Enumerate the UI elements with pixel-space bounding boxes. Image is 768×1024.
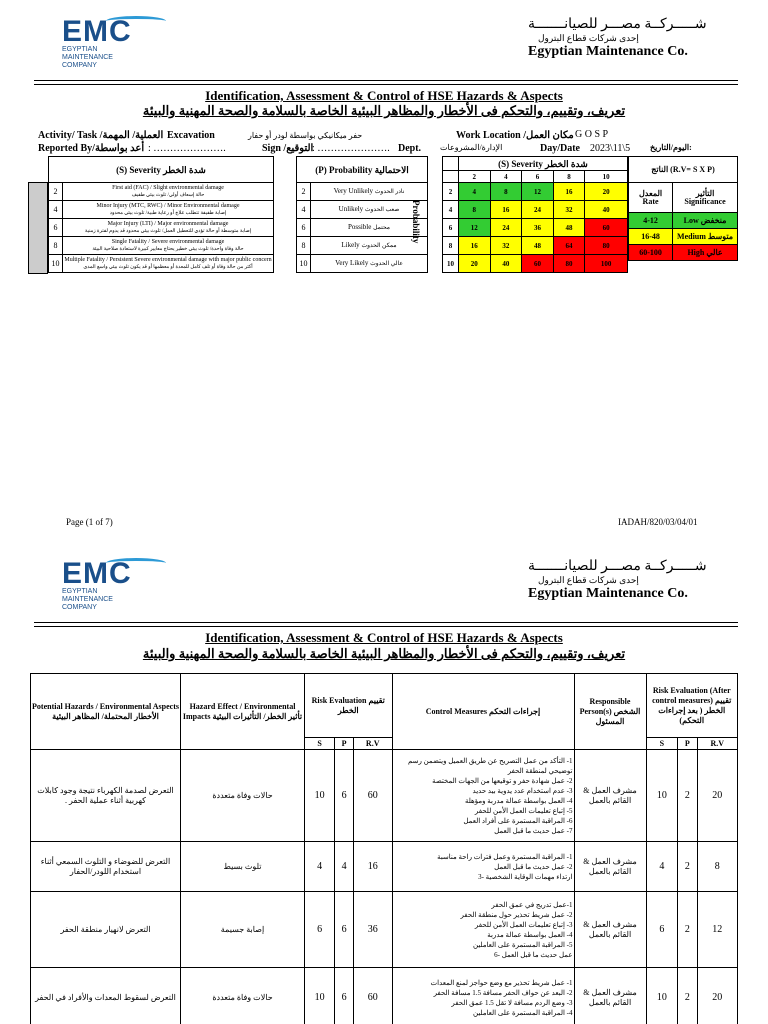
hazard-table: Potential Hazards / Environmental Aspects الأخطار المحتملة/ المظاهر البيئية Hazard Effect / Environmental Impacts تأثير الخطر/ التأثيرات البيئية Risk Evaluation تقييم الخطر Control Measures إجراءات التحكم Responsible Person(s) الشخص المسئول Risk Evaluation (After control measures) تقييم الخطر ( بعد إجراءات التحكم) S P R.V S P R.V التعرض لصدمة الكهرباء نتيجة وجود كابلات كهربية أثناء عملية الحفر . حالات وفاة متعددة 10 6 60 1- التأكد من عمل التصريح عن طريق العميل ويتضمن رسم توضيحي لمنطقة الحفر 2- عمل شهادة حفر و توقيعها من الجهات المختصة 3- عدم استخدام عدد يدوية بيد حديد 4- العمل بواسطة عمالة مدربة ومؤهلة 5- إتباع تعليمات العمل الأمن للحفر 6- المراقبة المستمرة على أفراد العمل 7- عمل حديث ما قبل العمل مشرف العمل & القائم بالعمل 10 2 20 التعرض للضوضاء و التلوث السمعي أثناء استخدام اللودر/الحفار تلوث بسيط 4 4 16 1- المراقبة المستمرة وعمل فترات راحة مناسبة 2- عمل حديث ما قبل العمل ارتداء مهمات الوقاية الشخصية -3 مشرف العمل & القائم بالعمل 4 2 8 التعرض لانهيار منطقة الحفر إصابة جسيمة 6 6 36 1-عمل تدريج في عمق الحفر 2- عمل شريط تحذير حول منطقة الحفر 3- إتباع تعليمات العمل الأمن للحفر 4- العمل بواسطة عمالة مدربة 5- المراقبة المستمرة على العاملين عمل حديث ما قبل العمل -6 مشرف العمل & القائم بالعمل 6 2 12 التعرض لسقوط المعدات والأفراد في الحفر حالات وفاة متعددة 10 6 60 1- عمل شريط تحذير مع وضع حواجز لمنع المعدات 2- البعد عن حواف الحفر مسافة 1.5 مسافة الحفر 3- وضع الردم مسافة لا تقل 1.5 عمق الحفر 4- المراقبة المستمرة على العاملين مشرف العمل & القائم بالعمل 10 2 20 [30,673,738,1024]
matrix-cell: 40 [490,255,522,273]
probability-row: 2 Very Unlikely نادر الحدوث [297,183,428,201]
page-number: Page (1 of 7) [66,517,113,527]
company-name-block-2: شـــــركــة مصـــر للصيانـــــــة إحدى شركات قطاع البترول Egyptian Maintenance Co. [528,559,707,601]
matrix-cell: 36 [522,219,554,237]
matrix-cell: 80 [585,237,628,255]
control-measure: 2- عمل شهادة حفر و توقيعها من الجهات المختصة [432,776,573,785]
severity-table: (S) Severity شدة الخطر 2 First aid (FAC) / Slight environmental damage حالة إسعاف أولي/ تلوث بيئي طفيف 4 Minor Injury (MTC, RWC) / Minor Environmental damage إصابة طفيفة تتطلب علاج أو رعاية طبية/ تلوث بيئي محدود 6 Major Injury (LTI) / Major environmental damage إصابة متوسطة أو حالة تؤدي للتعطيل العمل/ تلوث بيئي محدود قد يدوم لفترة زمنية 8 Single Fatality / Severe environmental damage حالة وفاة واحدة/ تلوث بيئي خطير يحتاج معايير كبيرة لاستعادة صلاحية البيئة 10 Multiple Fatality / Persistent Severe environmental damage with major public concern أكثر من حالة وفاة أو تلف كامل للمعدة أو معظمها أو قد يكون تلوث بيئي واسع المدى [48,156,274,273]
hazard-row: التعرض لصدمة الكهرباء نتيجة وجود كابلات كهربية أثناء عملية الحفر . حالات وفاة متعددة 10 6 60 1- التأكد من عمل التصريح عن طريق العميل ويتضمن رسم توضيحي لمنطقة الحفر 2- عمل شهادة حفر و توقيعها من الجهات المختصة 3- عدم استخدام عدد يدوية بيد حديد 4- العمل بواسطة عمالة مدربة ومؤهلة 5- إتباع تعليمات العمل الأمن للحفر 6- المراقبة المستمرة على أفراد العمل 7- عمل حديث ما قبل العمل مشرف العمل & القائم بالعمل 10 2 20 [31,750,738,842]
control-measure: 3- إتباع تعليمات العمل الأمن للحفر [474,920,573,929]
company-name-en: Egyptian Maintenance Co. [528,44,688,59]
matrix-col-header: 4 [490,171,522,183]
severity-side-bar [28,182,48,274]
matrix-col-header: 8 [553,171,585,183]
matrix-row: 8 16 32 48 64 80 [443,237,628,255]
risk-matrix: (S) Severity شدة الخطر 2 4 6 8 10 2 4 8 12 16 20 4 8 16 24 32 40 6 12 24 36 48 60 8 16 32 48 64 80 10 20 40 60 80 100 [442,156,628,273]
matrix-cell: 64 [553,237,585,255]
control-measure: 3- وضع الردم مسافة لا تقل 1.5 عمق الحفر [451,998,573,1007]
doc-code: IADAH/820/03/04/01 [618,517,698,527]
page-title-en-2: Identification, Assessment & Control of HSE Hazards & Aspects [205,630,563,645]
matrix-row: 10 20 40 60 80 100 [443,255,628,273]
matrix-row: 4 8 16 24 32 40 [443,201,628,219]
probability-table: (P) Probability الاحتمالية 2 Very Unlikely نادر الحدوث 4 Unlikely صعب الحدوث 6 Possible محتمل 8 Likely ممكن الحدوث 10 Very Likely عالي الحدوث [296,156,428,273]
dept-label: Dept. [398,143,422,154]
probability-row: 6 Possible محتمل [297,219,428,237]
matrix-cell: 32 [553,201,585,219]
matrix-cell: 60 [522,255,554,273]
matrix-cell: 100 [585,255,628,273]
hazard-row: التعرض للضوضاء و التلوث السمعي أثناء استخدام اللودر/الحفار تلوث بسيط 4 4 16 1- المراقبة المستمرة وعمل فترات راحة مناسبة 2- عمل حديث ما قبل العمل ارتداء مهمات الوقاية الشخصية -3 مشرف العمل & القائم بالعمل 4 2 8 [31,842,738,892]
severity-row: 8 Single Fatality / Severe environmental damage حالة وفاة واحدة/ تلوث بيئي خطير يحتاج معايير كبيرة لاستعادة صلاحية البيئة [49,237,274,255]
page-title-en: Identification, Assessment & Control of HSE Hazards & Aspects [205,88,563,103]
control-measure: 5- إتباع تعليمات العمل الأمن للحفر [474,806,573,815]
company-sub-ar: إحدى شركات قطاع البترول [538,33,639,43]
probability-side-label: Probability [411,200,421,244]
matrix-cell: 48 [553,219,585,237]
activity-label: Activity/ Task /العملية/ المهمة [38,130,164,141]
matrix-cell: 8 [459,201,491,219]
control-measure: 1- عمل شريط تحذير مع وضع حواجز لمنع المعدات [430,978,573,987]
matrix-cell: 24 [490,219,522,237]
control-measure: 4- المراقبة المستمرة على العاملين [473,1008,573,1017]
severity-row: 6 Major Injury (LTI) / Major environmental damage إصابة متوسطة أو حالة تؤدي للتعطيل العمل/ تلوث بيئي محدود قد يدوم لفترة زمنية [49,219,274,237]
control-measure: 7- عمل حديث ما قبل العمل [494,826,573,835]
result-row: 60-100 High عالي [629,245,738,261]
logo-text: EMC [62,15,132,48]
matrix-row: 6 12 24 36 48 60 [443,219,628,237]
control-measure: 4- العمل بواسطة عمالة مدربة [487,930,573,939]
matrix-cell: 12 [459,219,491,237]
hazard-row: التعرض لانهيار منطقة الحفر إصابة جسيمة 6 6 36 1-عمل تدريج في عمق الحفر 2- عمل شريط تحذير حول منطقة الحفر 3- إتباع تعليمات العمل الأمن للحفر 4- العمل بواسطة عمالة مدربة 5- المراقبة المستمرة على العاملين عمل حديث ما قبل العمل -6 مشرف العمل & القائم بالعمل 6 2 12 [31,892,738,968]
control-measure: 1- المراقبة المستمرة وعمل فترات راحة مناسبة [437,852,573,861]
matrix-cell: 20 [459,255,491,273]
page-title-ar-2: تعريف، وتقييم، والتحكم فى الأخطار والمظاهر البيئية الخاصة بالسلامة والصحة المهنية والبيئة [142,646,626,661]
control-measure: 4- العمل بواسطة عمالة مدربة ومؤهلة [464,796,573,805]
severity-row: 10 Multiple Fatality / Persistent Severe environmental damage with major public concern أكثر من حالة وفاة أو تلف كامل للمعدة أو معظمها أو قد يكون تلوث بيئي واسع المدى [49,255,274,273]
probability-row: 4 Unlikely صعب الحدوث [297,201,428,219]
matrix-cell: 16 [553,183,585,201]
matrix-cell: 40 [585,201,628,219]
date-label: Day/Date [540,143,580,154]
matrix-cell: 80 [553,255,585,273]
control-measure: 1- التأكد من عمل التصريح عن طريق العميل ويتضمن رسم توضيحي لمنطقة الحفر [407,756,573,775]
result-table: الناتج (R.V= S X P) المعدل Rate التأثير Significance 4-12 Low منخفض 16-48 Medium متوسط 60-100 High عالي [628,156,738,261]
severity-row: 4 Minor Injury (MTC, RWC) / Minor Environmental damage إصابة طفيفة تتطلب علاج أو رعاية طبية/ تلوث بيئي محدود [49,201,274,219]
matrix-cell: 12 [522,183,554,201]
control-measure: ارتداء مهمات الوقاية الشخصية -3 [478,872,573,881]
result-row: 4-12 Low منخفض [629,213,738,229]
wave-icon [106,558,166,568]
control-measure: 2- البعد عن حواف الحفر مسافة 1.5 مسافة الحفر [433,988,573,997]
sign-label: Sign /التوقيع [262,143,314,154]
result-row: 16-48 Medium متوسط [629,229,738,245]
control-measure: 3- عدم استخدام عدد يدوية بيد حديد [472,786,573,795]
dept-ar: الإدارة/المشروعات [440,143,503,152]
matrix-col-header: 2 [459,171,491,183]
matrix-cell: 16 [459,237,491,255]
matrix-cell: 24 [522,201,554,219]
reported-by-value: : …………………. [148,143,226,154]
company-name-block [528,16,738,60]
company-logo: EMC EGYPTIAN MAINTENANCE COMPANY [62,18,132,70]
control-measure: 2- عمل حديث ما قبل العمل [494,862,573,871]
hazard-row: التعرض لسقوط المعدات والأفراد في الحفر حالات وفاة متعددة 10 6 60 1- عمل شريط تحذير مع وضع حواجز لمنع المعدات 2- البعد عن حواف الحفر مسافة 1.5 مسافة الحفر 3- وضع الردم مسافة لا تقل 1.5 عمق الحفر 4- المراقبة المستمرة على العاملين مشرف العمل & القائم بالعمل 10 2 20 [31,968,738,1024]
page-title-ar: تعريف، وتقييم، والتحكم فى الأخطار والمظاهر البيئية الخاصة بالسلامة والصحة المهنية والبيئة [142,103,626,118]
wave-icon [106,16,166,26]
company-name-ar: شـــــركــة مصـــر للصيانـــــــة [528,17,707,32]
sign-value: : …………………. [312,143,390,154]
matrix-cell: 32 [490,237,522,255]
activity-value: Excavation [167,130,215,141]
matrix-col-header: 10 [585,171,628,183]
control-measure: 5- المراقبة المستمرة على العاملين [473,940,573,949]
date-ar: اليوم/التاريخ: [650,143,692,152]
work-location-label: Work Location /مكان العمل [456,130,574,141]
probability-row: 8 Likely ممكن الحدوث [297,237,428,255]
probability-row: 10 Very Likely عالي الحدوث [297,255,428,273]
matrix-cell: 20 [585,183,628,201]
matrix-cell: 48 [522,237,554,255]
reported-by-label: Reported By/أعد بواسطة [38,143,145,154]
date-value: 2023\11\5 [590,143,631,154]
control-measure: 1-عمل تدريج في عمق الحفر [491,900,573,909]
work-location-value: G O S P [575,129,609,140]
matrix-cell: 16 [490,201,522,219]
matrix-cell: 4 [459,183,491,201]
matrix-cell: 8 [490,183,522,201]
matrix-row: 2 4 8 12 16 20 [443,183,628,201]
matrix-col-header: 6 [522,171,554,183]
activity-ar: حفر ميكانيكي بواسطة لودر أو حفار [248,131,363,140]
control-measure: 2- عمل شريط تحذير حول منطقة الحفر [460,910,573,919]
company-logo-2: EMC EGYPTIAN MAINTENANCE COMPANY [62,560,132,612]
matrix-cell: 60 [585,219,628,237]
severity-row: 2 First aid (FAC) / Slight environmental damage حالة إسعاف أولي/ تلوث بيئي طفيف [49,183,274,201]
control-measure: عمل حديث ما قبل العمل -6 [494,950,573,959]
control-measure: 6- المراقبة المستمرة على أفراد العمل [463,816,573,825]
